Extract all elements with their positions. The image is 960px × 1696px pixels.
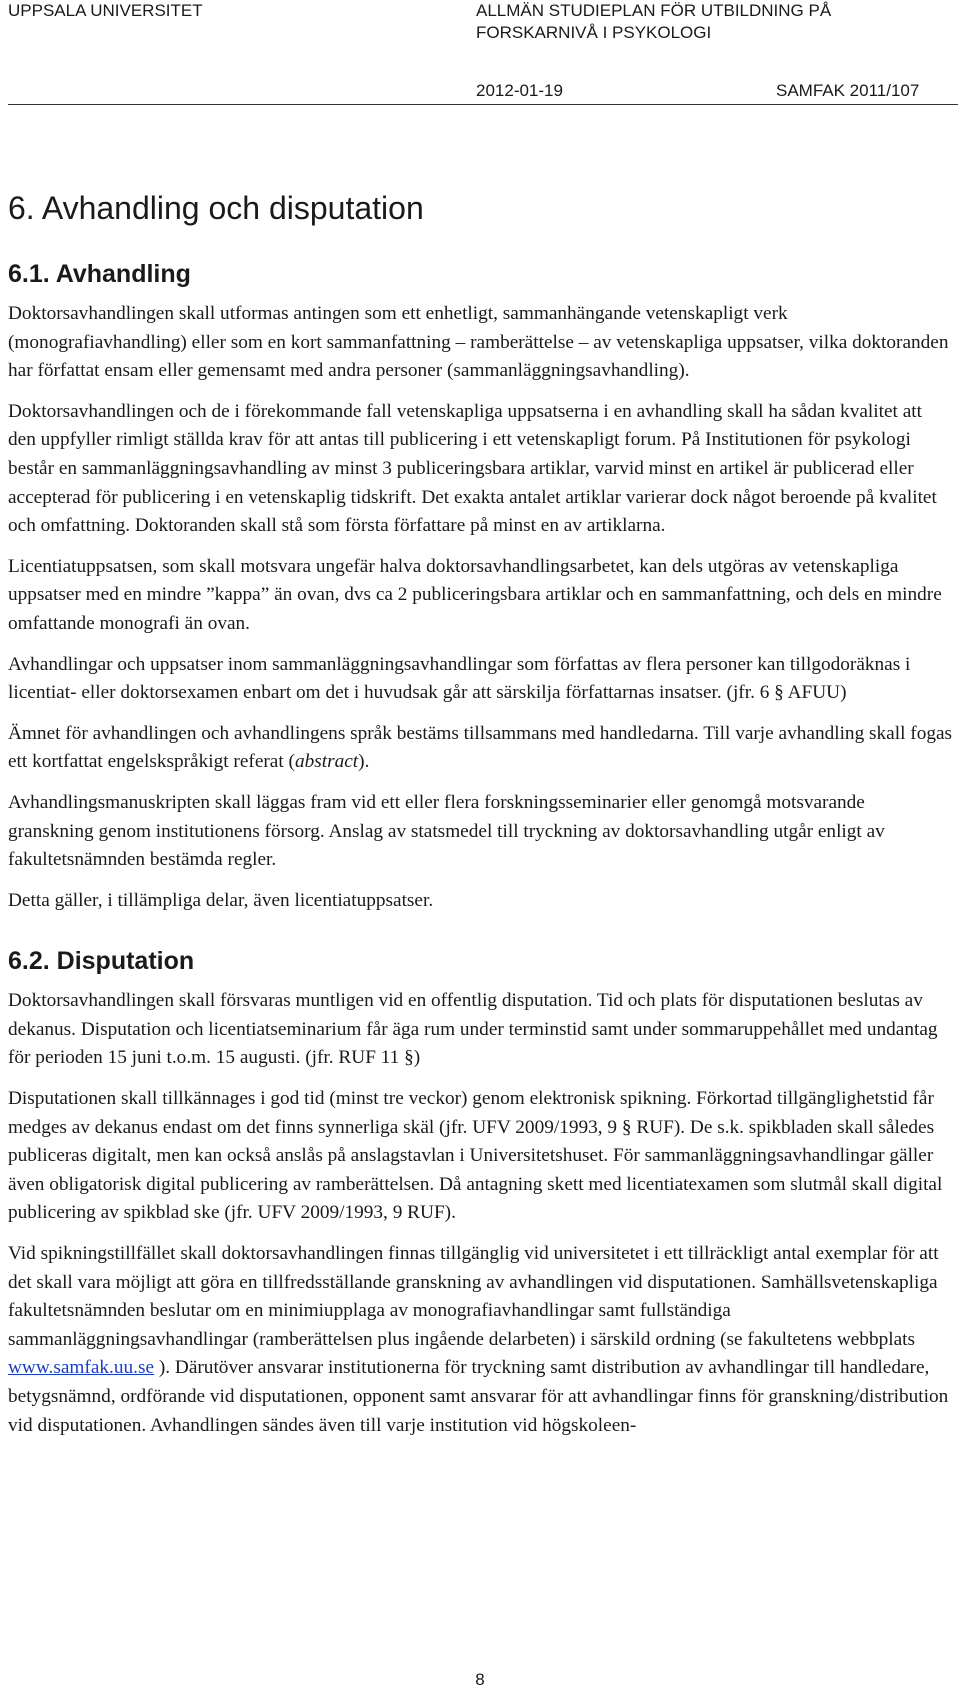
paragraph-text: ). Därutöver ansvarar institutionerna för tryckning samt distribution av avhandlingar till handledare, betygsnämnd, ordförande vid disputationen, opponent samt ansvarar för att avhandlingar finns för granskning/distribution vid disputationen. Avhandlingen sändes även till varje institution vid högskoleen- (8, 1357, 949, 1436)
university-name: UPPSALA UNIVERSITET (8, 1, 203, 20)
paragraph-text: ). (358, 751, 370, 773)
paragraph-text: Vid spikningstillfället skall doktorsavhandlingen finnas tillgänglig vid universitetet i ett tillräckligt antal exemplar för att det skall vara möjligt att göra en tillfredsställande granskning av avhandlingen vid disputationen. Samhällsvetenskapliga fakultetsnämnden beslutar om en minimiupplaga av monografiavhandlingar samt fullständiga sammanläggningsavhandlingar (ramberättelsen plus ingående delarbeten) i särskild ordning (se fakultetens webbplats (8, 1243, 939, 1350)
paragraph (8, 720, 954, 777)
section-heading-disputation: 6.2. Disputation (8, 947, 195, 976)
chapter-title: 6. Avhandling och disputation (8, 190, 424, 226)
paragraph: Avhandlingsmanuskripten skall läggas fram vid ett eller flera forskningsseminarier eller genomgå motsvarande granskning genom institutionens försorg. Anslag av statsmedel till tryckning av doktorsavhandling utgår enligt av fakultetsnämnden bestämda regler. (8, 791, 885, 871)
document-title: ALLMÄN STUDIEPLAN FÖR UTBILDNING PÅ FORSKARNIVÅ I PSYKOLOGI (476, 1, 832, 42)
paragraph: Doktorsavhandlingen skall försvaras muntligen vid en offentlig disputation. Tid och plats för disputationen beslutas av dekanus. Disputation och licentiatseminarium får äga rum under terminstid samt under sommaruppehållet med undantag för perioden 15 juni t.o.m. 15 augusti. (jfr. RUF 11 §) (8, 990, 938, 1069)
paragraph: Doktorsavhandlingen skall utformas antingen som ett enhetligt, sammanhängande vetenskapligt verk (monografiavhandling) eller som en kort sammanfattning – ramberättelse – av vetenskapliga uppsatser, vilka doktoranden har författat ensam eller gemensamt med andra personer (sammanläggningsavhandling). (8, 303, 949, 382)
paragraph: Licentiatuppsatsen, som skall motsvara ungefär halva doktorsavhandlingsarbetet, kan dels utgöras av vetenskapliga uppsatser med en mindre ”kappa” än ovan, dvs ca 2 publiceringsbara artiklar och en sammanfattning, och dels en mindre omfattande monografi än ovan. (8, 555, 942, 634)
paragraph: Disputationen skall tillkännages i god tid (minst tre veckor) genom elektronisk spikning. Förkortad tillgänglighetstid får medges av dekanus endast om det finns synnerliga skäl (jfr. UFV 2009/1993, 9 § RUF). De s.k. spikbladen skall således publiceras digitalt, men kan också anslås på anslagstavlan i Universitetshuset. För sammanläggningsavhandlingar gäller även obligatorisk digital publicering av ramberättelsen. Då antagning skett med licentiatexamen som slutmål skall digital publicering av spikblad ske (jfr. UFV 2009/1993, 9 RUF). (8, 1088, 943, 1224)
section-heading-avhandling: 6.1. Avhandling (8, 260, 191, 288)
page-header (8, 0, 958, 106)
page-number: 8 (475, 1670, 485, 1689)
document-body (8, 188, 954, 1452)
paragraph: Doktorsavhandlingen och de i förekommande fall vetenskapliga uppsatserna i en avhandling skall ha sådan kvalitet att den uppfyller rimligt ställda krav för att antas till publicering i ett vetenskapligt forum. På Institutionen för psykologi består en sammanläggningsavhandling av minst 3 publiceringsbara artiklar, varvid minst en artikel är publicerad eller accepterad för publicering i en vetenskaplig tidskrift. Det exakta antalet artiklar varierar dock något beroende på kvalitet och omfattning. Doktoranden skall stå som första författare på minst en av artiklarna. (8, 400, 937, 537)
abstract-term: abstract (294, 751, 359, 773)
faculty-website-link[interactable]: www.samfak.uu.se (8, 1357, 155, 1379)
paragraph-text: Ämnet för avhandlingen och avhandlingens språk bestäms tillsammans med handledarna. Till varje avhandling skall fogas ett kortfattat engelskspråkigt referat ( (8, 722, 953, 773)
paragraph: Detta gäller, i tillämpliga delar, även licentiatuppsatser. (8, 889, 434, 911)
document-date: 2012-01-19 (476, 81, 563, 100)
header-divider (8, 104, 958, 105)
paragraph: Avhandlingar och uppsatser inom sammanläggningsavhandlingar som författas av flera personer kan tillgodoräknas i licentiat- eller doktorsexamen enbart om det i huvudsak går att särskilja författarnas insatser. (jfr. 6 § AFUU) (8, 653, 911, 704)
document-reference: SAMFAK 2011/107 (776, 81, 920, 100)
paragraph (8, 1240, 954, 1440)
